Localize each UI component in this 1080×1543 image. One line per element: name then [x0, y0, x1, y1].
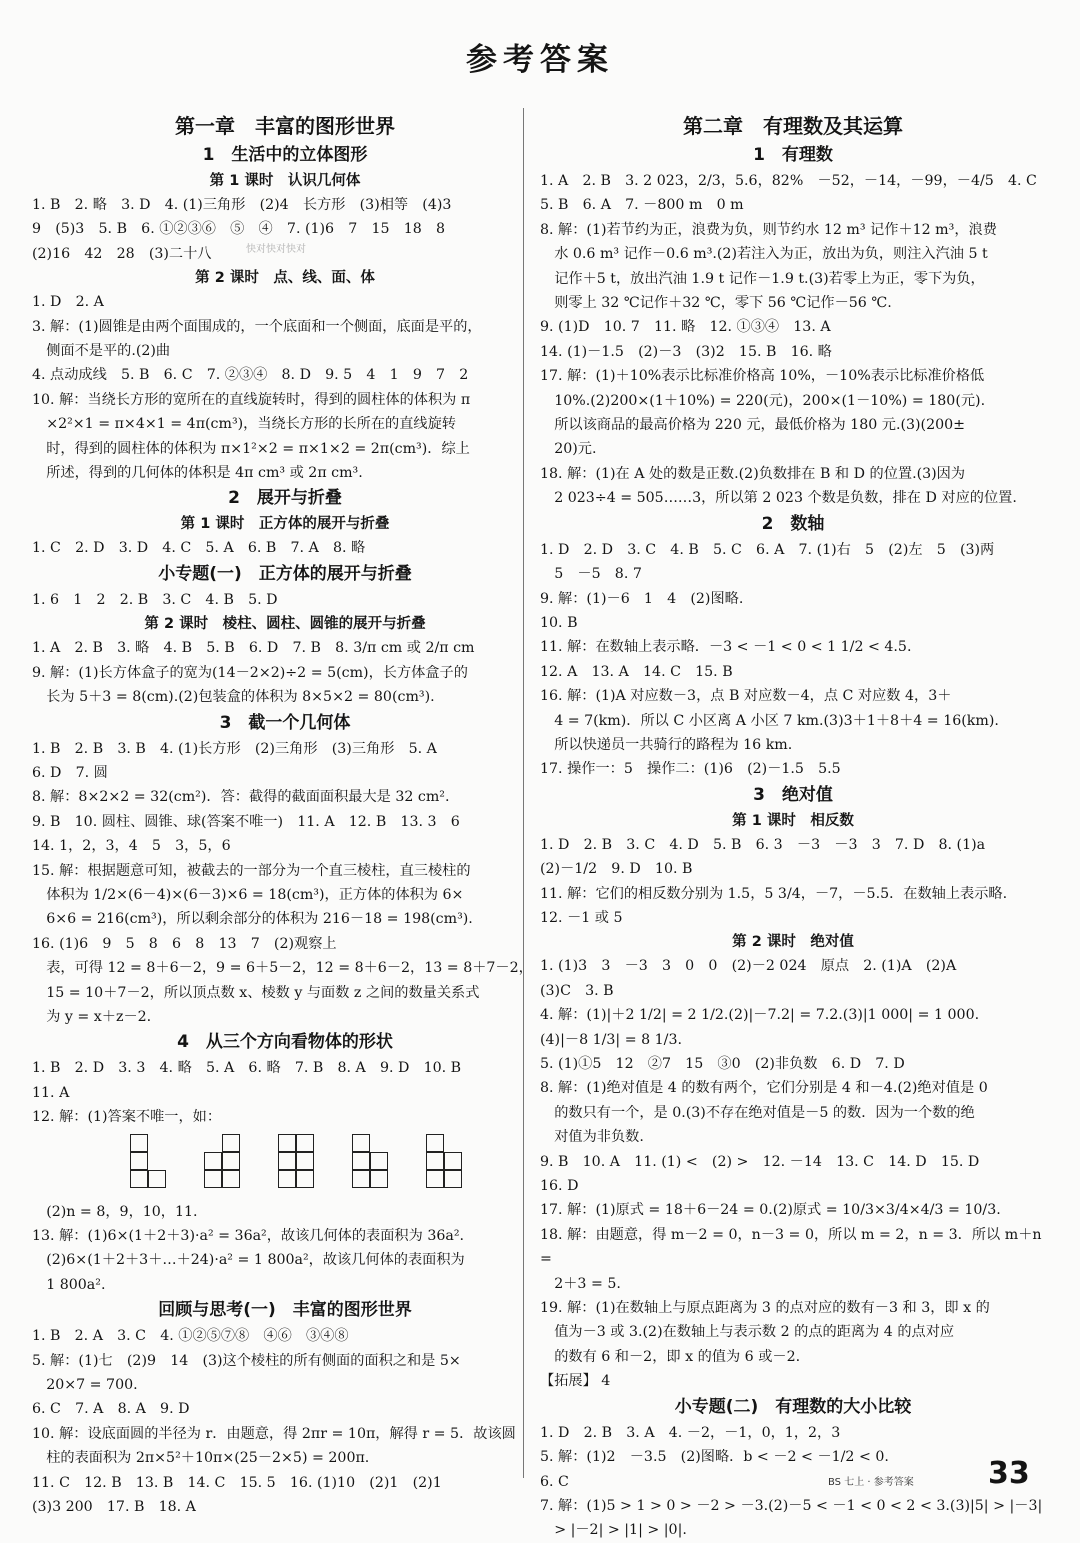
- grid-cell: [278, 1170, 296, 1188]
- answer-line: 1. D 2. B 3. C 4. D 5. B 6. 3 －3 －3 3 7. D 8. (1)a: [540, 836, 986, 853]
- grid-cell: [130, 1152, 148, 1170]
- answer-line: (2)－1/2 9. D 10. B: [540, 861, 693, 878]
- answer-line: 1. B 2. B 3. B 4. (1)长方形 (2)三角形 (3)三角形 5. A: [32, 740, 437, 757]
- answer-line: 11. 解：它们的相反数分别为 1.5，5 3/4，－7，－5.5．在数轴上表示略.: [540, 885, 1008, 902]
- answer-line: 9. B 10. A 11. (1) < (2) > 12. －14 13. C 14. D 15. D: [540, 1153, 980, 1170]
- grid-cell: [278, 1134, 296, 1152]
- section-heading: 小专题(一) 正方体的展开与折叠: [158, 563, 412, 584]
- answer-line: 16. (1)6 9 5 8 6 8 13 7 (2)观察上: [32, 935, 337, 952]
- section-heading: 4 从三个方向看物体的形状: [177, 1032, 393, 1053]
- answer-line: 1. D 2. B 3. A 4. －2，－1，0，1，2，3: [540, 1424, 841, 1441]
- answer-line: 16. D: [540, 1178, 579, 1195]
- answer-line: 的数有 6 和－2，即 x 的值为 6 或－2.: [540, 1348, 801, 1365]
- grid-cell: [426, 1134, 444, 1152]
- answer-line: 5. 解：(1)七 (2)9 14 (3)这个棱柱的所有侧面的面积之和是 5×: [32, 1352, 461, 1369]
- answer-line: (2)6×(1＋2＋3＋…＋24)·a² = 1 800a²，故该几何体的表面积为: [32, 1252, 465, 1269]
- answer-line: 10%.(2)200×(1＋10%) = 220(元)，200×(1－10%) = 180(元).: [540, 392, 986, 409]
- answer-line: 【拓展】 4: [540, 1373, 611, 1390]
- section-heading: 小专题(二) 有理数的大小比较: [674, 1396, 912, 1417]
- answer-line: 6×6 = 216(cm³)，所以剩余部分的体积为 216－18 = 198(cm³).: [32, 911, 473, 928]
- answer-line: 为 y = x＋z－2.: [32, 1008, 152, 1025]
- answer-line: 14. (1)－1.5 (2)－3 (3)2 15. B 16. 略: [540, 343, 832, 360]
- watermark: 快对快对快对: [246, 244, 306, 255]
- answer-line: 20×7 = 700.: [32, 1377, 138, 1394]
- answer-line: 11. 解：在数轴上表示略．－3 < －1 < 0 < 1 1/2 < 4.5.: [540, 639, 912, 656]
- answer-line: 3. 解：(1)圆锥是由两个面围成的，一个底面和一个侧面，底面是平的，: [32, 318, 482, 335]
- answer-line: (2)16 42 28 (3)二十八: [32, 245, 212, 262]
- answer-line: 5. B 6. A 7. －800 m 0 m: [540, 197, 744, 214]
- answer-line: 1. B 2. D 3. 3 4. 略 5. A 6. 略 7. B 8. A 9. D 10. B: [32, 1060, 462, 1077]
- answer-line: 13. 解：(1)6×(1＋2＋3)·a² = 36a²，故该几何体的表面积为 36a².: [32, 1228, 465, 1244]
- grid-cell: [370, 1170, 388, 1188]
- answer-line: 1. B 2. A 3. C 4. ①②⑤⑦⑧ ④⑥ ③④⑧: [32, 1328, 349, 1345]
- answer-line: 10. 解：当绕长方形的宽所在的直线旋转时，得到的圆柱体的体积为 π: [32, 391, 471, 408]
- cube-view-figure: [352, 1134, 388, 1194]
- page-number: 33: [988, 1456, 1030, 1491]
- section-heading: 2 展开与折叠: [228, 488, 342, 509]
- lesson-heading: 第 1 课时 相反数: [732, 812, 854, 829]
- lesson-heading: 第 2 课时 棱柱、圆柱、圆锥的展开与折叠: [144, 616, 426, 633]
- answer-line: 7. 解：(1)5 > 1 > 0 > －2 > －3.(2)－5 < －1 < 0 < 2 < 3.(3)|5| > |－3|: [540, 1497, 1043, 1514]
- answer-line: 9. 解：(1)长方体盒子的宽为(14－2×2)÷2 = 5(cm)，长方体盒子的: [32, 664, 468, 681]
- answer-line: 5. 解：(1)2 －3.5 (2)图略．b < －2 < －1/2 < 0.: [540, 1449, 889, 1466]
- grid-cell: [426, 1152, 444, 1170]
- answer-line: 值为－3 或 3.(2)在数轴上与表示数 2 的点的距离为 4 的点对应: [540, 1324, 955, 1341]
- section-heading: 3 绝对值: [753, 784, 833, 805]
- grid-cell: [204, 1152, 222, 1170]
- chapter-heading: 第二章 有理数及其运算: [683, 114, 903, 138]
- section-heading: 回顾与思考(一) 丰富的图形世界: [158, 1300, 412, 1321]
- grid-cell: [352, 1134, 370, 1152]
- answer-line: 20)元.: [540, 441, 597, 458]
- answer-line: 长为 5＋3 = 8(cm).(2)包装盒的体积为 8×5×2 = 80(cm³).: [32, 689, 435, 706]
- answer-line: 12. －1 或 5: [540, 909, 623, 926]
- grid-cell: [444, 1152, 462, 1170]
- answer-line: 对值为非负数.: [540, 1129, 644, 1146]
- answer-line: (2)n = 8，9，10，11.: [32, 1203, 198, 1220]
- grid-cell: [426, 1170, 444, 1188]
- answer-line: 14. 1，2，3，4 5 3，5，6: [32, 838, 231, 855]
- answer-line: 9 (5)3 5. B 6. ①②③⑥ ⑤ ④ 7. (1)6 7 15 18 8: [32, 221, 445, 238]
- cube-view-figure: [278, 1134, 314, 1194]
- section-heading: 3 截一个几何体: [219, 712, 351, 733]
- answer-line: 则零上 32 ℃记作＋32 ℃，零下 56 ℃记作－56 ℃.: [540, 295, 892, 312]
- page-title: 参考答案: [466, 42, 614, 78]
- answer-line: 1. B 2. 略 3. D 4. (1)三角形 (2)4 长方形 (3)相等 (4)3: [32, 197, 452, 213]
- answer-line: 1. (1)3 3 －3 3 0 0 (2)－2 024 原点 2. (1)A (2)A: [540, 958, 957, 975]
- answer-line: 12. A 13. A 14. C 15. B: [540, 663, 733, 680]
- left-column: [32, 108, 538, 1516]
- answer-line: 4. 点动成线 5. B 6. C 7. ②③④ 8. D 9. 5 4 1 9 7 2: [32, 367, 469, 384]
- grid-cell: [222, 1134, 240, 1152]
- answer-line: 1 800a².: [32, 1276, 106, 1293]
- answer-line: 柱的表面积为 2π×5²＋10π×(25－2×5) = 200π.: [32, 1450, 370, 1467]
- answer-line: 1. D 2. A: [32, 294, 104, 311]
- answer-line: 水 0.6 m³ 记作－0.6 m³.(2)若注入为正，放出为负，则注入汽油 5 t: [540, 246, 988, 263]
- section-heading: 2 数轴: [761, 513, 825, 534]
- answer-line: 侧面不是平的.(2)曲: [32, 343, 171, 360]
- answer-line: 15 = 10＋7－2，所以顶点数 x、棱数 y 与面数 z 之间的数量关系式: [32, 984, 480, 1001]
- section-heading: 1 生活中的立体图形: [202, 145, 368, 165]
- lesson-heading: 第 2 课时 绝对值: [732, 934, 854, 951]
- grid-cell: [204, 1134, 222, 1152]
- grid-cell: [130, 1134, 148, 1152]
- answer-line: 16. 解：(1)A 对应数－3，点 B 对应数－4，点 C 对应数 4，3＋: [540, 688, 952, 705]
- answer-line: 时，得到的圆柱体的体积为 π×1²×2 = π×1×2 = 2π(cm³)．综上: [32, 440, 470, 457]
- answer-line: 1. A 2. B 3. 2 023，2/3，5.6，82% －52，－14，－99，－4/5 4. C: [540, 173, 1037, 189]
- answer-line: 1. 6 1 2 2. B 3. C 4. B 5. D: [32, 591, 278, 608]
- answer-line: 所以该商品的最高价格为 220 元，最低价格为 180 元.(3)(200±: [540, 417, 966, 434]
- grid-cell: [444, 1134, 462, 1152]
- grid-cell: [370, 1152, 388, 1170]
- answer-line: 17. 操作一：5 操作二：(1)6 (2)－1.5 5.5: [540, 761, 841, 778]
- grid-cell: [148, 1170, 166, 1188]
- answer-line: 9. B 10. 圆柱、圆锥、球(答案不唯一) 11. A 12. B 13. 3 6: [32, 813, 460, 830]
- grid-cell: [222, 1170, 240, 1188]
- answer-line: 表，可得 12 = 8＋6－2，9 = 6＋5－2，12 = 8＋6－2，13 = 8＋7－2，: [32, 960, 533, 977]
- answer-line: 4. 解：(1)|＋2 1/2| = 2 1/2.(2)|－7.2| = 7.2.(3)|1 000| = 1 000.: [540, 1007, 980, 1024]
- answer-line: (4)|－8 1/3| = 8 1/3.: [540, 1031, 682, 1048]
- answer-line: 8. 解：(1)若节约为正，浪费为负，则节约水 12 m³ 记作＋12 m³，浪费: [540, 221, 997, 238]
- answer-line: 17. 解：(1)＋10%表示比标准价格高 10%，－10%表示比标准价格低: [540, 368, 985, 385]
- answer-line: 12. 解：(1)答案不唯一，如：: [32, 1109, 222, 1126]
- answer-line: 9. 解：(1)－6 1 4 (2)图略.: [540, 590, 744, 607]
- answer-line: 4 = 7(km)．所以 C 小区离 A 小区 7 km.(3)3＋1＋8＋4 = 16(km).: [540, 712, 999, 729]
- footer-course: BS 七上 · 参考答案: [828, 1477, 914, 1488]
- grid-cell: [296, 1134, 314, 1152]
- grid-cell: [204, 1170, 222, 1188]
- grid-cell: [296, 1152, 314, 1170]
- lesson-heading: 第 1 课时 正方体的展开与折叠: [180, 516, 390, 533]
- answer-line: 9. (1)D 10. 7 11. 略 12. ①③④ 13. A: [540, 319, 831, 336]
- grid-cell: [296, 1170, 314, 1188]
- answer-line: 17. 解：(1)原式 = 18＋6－24 = 0.(2)原式 = 10/3×3/4×4/3 = 10/3.: [540, 1202, 1001, 1219]
- grid-cell: [278, 1152, 296, 1170]
- grid-cell: [222, 1152, 240, 1170]
- answer-line: 6. C: [540, 1473, 569, 1490]
- answer-line: 2＋3 = 5.: [540, 1275, 621, 1292]
- answer-line: 11. C 12. B 13. B 14. C 15. 5 16. (1)10 (2)1 (2)1: [32, 1474, 442, 1491]
- answer-line: 5. (1)①5 12 ②7 15 ③0 (2)非负数 6. D 7. D: [540, 1056, 905, 1072]
- answer-line: 2 023÷4 = 505……3，所以第 2 023 个数是负数，排在 D 对应的位置.: [540, 490, 1017, 507]
- section-heading: 1 有理数: [753, 145, 833, 165]
- answer-line: 记作＋5 t，放出汽油 1.9 t 记作－1.9 t.(3)若零上为正，零下为负，: [540, 270, 985, 287]
- answer-line: 8. 解：8×2×2 = 32(cm²)．答：截得的截面面积最大是 32 cm².: [32, 789, 450, 806]
- answer-line: 19. 解：(1)在数轴上与原点距离为 3 的点对应的数有－3 和 3，即 x 的: [540, 1300, 990, 1317]
- answer-line: 1. C 2. D 3. D 4. C 5. A 6. B 7. A 8. 略: [32, 540, 366, 557]
- answer-line: 体积为 1/2×(6－4)×(6－3)×6 = 18(cm³)，正方体的体积为 6×: [32, 886, 464, 903]
- answer-line: 1. D 2. D 3. C 4. B 5. C 6. A 7. (1)右 5 (2)左 5 (3)两: [540, 541, 995, 558]
- cube-view-figure: [426, 1134, 462, 1194]
- grid-cell: [370, 1134, 388, 1152]
- answer-line: 11. A: [32, 1084, 70, 1101]
- answer-line: > |－2| > |1| > |0|.: [540, 1522, 687, 1539]
- answer-line: 6. C 7. A 8. A 9. D: [32, 1401, 190, 1418]
- answer-line: 10. B: [540, 614, 578, 631]
- answer-line: (3)3 200 17. B 18. A: [32, 1499, 196, 1516]
- chapter-heading: 第一章 丰富的图形世界: [175, 114, 395, 138]
- cube-view-figure: [204, 1134, 240, 1194]
- answer-line: 所以快递员一共骑行的路程为 16 km.: [540, 736, 793, 753]
- grid-cell: [352, 1152, 370, 1170]
- answer-line: 8. 解：(1)绝对值是 4 的数有两个，它们分别是 4 和－4.(2)绝对值是 0: [540, 1080, 988, 1097]
- grid-cell: [444, 1170, 462, 1188]
- cube-view-figure: [130, 1134, 166, 1194]
- answer-line: 18. 解：(1)在 A 处的数是正数.(2)负数排在 B 和 D 的位置.(3)因为: [540, 465, 966, 482]
- grid-cell: [148, 1152, 166, 1170]
- view-figures: [32, 1130, 538, 1200]
- lesson-heading: 第 2 课时 点、线、面、体: [195, 270, 375, 287]
- answer-line: ×2²×1 = π×4×1 = 4π(cm³)，当绕长方形的长所在的直线旋转: [32, 416, 456, 433]
- answer-line: 1. A 2. B 3. 略 4. B 5. B 6. D 7. B 8. 3/π cm 或 2/π cm: [32, 640, 475, 657]
- answer-line: 5 －5 8. 7: [540, 566, 642, 583]
- answer-line: 所述，得到的几何体的体积是 4π cm³ 或 2π cm³.: [32, 465, 363, 482]
- answer-line: 的数只有一个，是 0.(3)不存在绝对值是－5 的数．因为一个数的绝: [540, 1104, 975, 1121]
- answer-line: 18. 解：由题意，得 m－2 = 0，n－3 = 0，所以 m = 2，n = 3．所以 m＋n =: [540, 1226, 1042, 1268]
- grid-cell: [352, 1170, 370, 1188]
- answer-line: 6. D 7. 圆: [32, 764, 108, 781]
- grid-cell: [148, 1134, 166, 1152]
- lesson-heading: 第 1 课时 认识几何体: [209, 173, 361, 189]
- answer-line: 15. 解：根据题意可知，被截去的一部分为一个直三棱柱，直三棱柱的: [32, 862, 471, 879]
- answer-line: (3)C 3. B: [540, 982, 614, 999]
- grid-cell: [130, 1170, 148, 1188]
- answer-line: 10. 解：设底面圆的半径为 r．由题意，得 2πr = 10π，解得 r = 5．故该圆: [32, 1425, 516, 1442]
